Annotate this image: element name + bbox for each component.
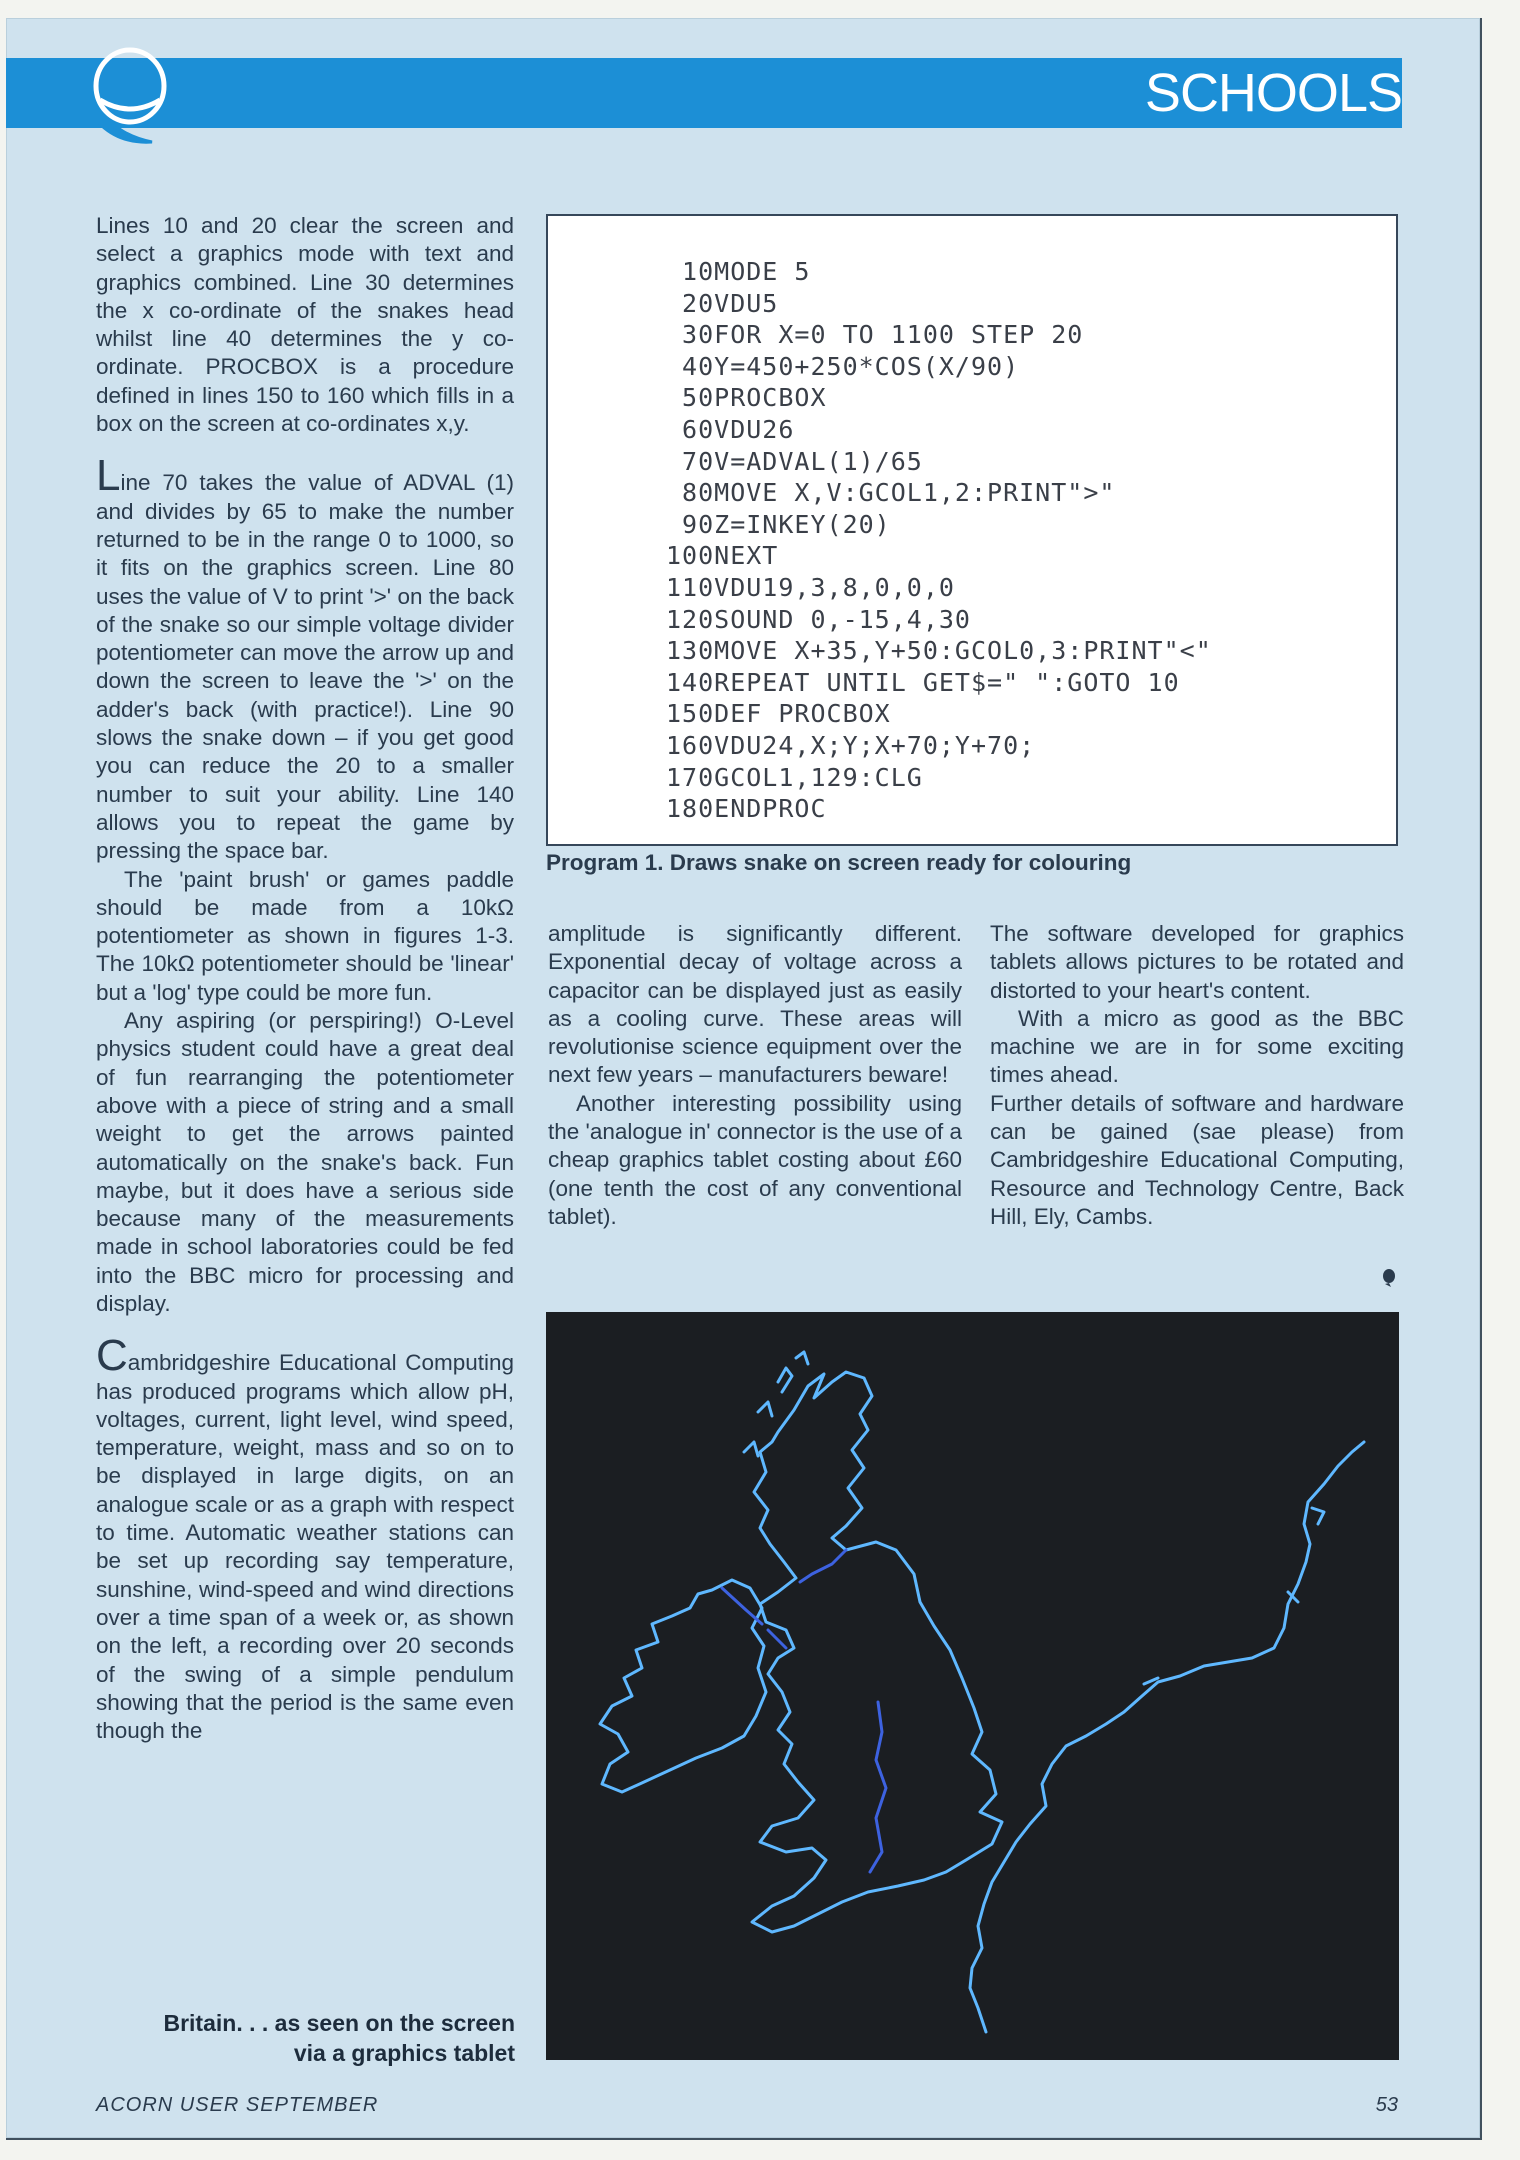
section-title: SCHOOLS [1144, 63, 1402, 123]
left-column [96, 212, 514, 1745]
left-paragraph-3: The 'paint brush' or games paddle should be made from a 10kΩ potentiometer as shown in figures 1-3. The 10kΩ potentiometer should be 'linear' but a 'log' type could be more fun. [96, 866, 514, 1005]
program-caption: Program 1. Draws snake on screen ready for colouring [546, 850, 1132, 875]
program-line: 60VDU26 [666, 414, 795, 444]
program-line: 110VDU19,3,8,0,0,0 [666, 572, 955, 602]
map-caption [90, 2008, 515, 2068]
program-line: 30FOR X=0 TO 1100 STEP 20 [666, 320, 1084, 350]
map-caption-line-1: Britain. . . as seen on the screen [163, 2010, 515, 2036]
right-paragraph-1: The software developed for graphics tablets allows pictures to be rotated and distorted to your heart's content. [990, 921, 1404, 1003]
dropcap-c: C [96, 1331, 128, 1381]
right-paragraph-3: Further details of software and hardware can be gained (sae please) from Cambridgeshire Educational Computing, Resource and Technology Centre, Back Hill, Ely, Cambs. [990, 1090, 1404, 1229]
program-line: 120SOUND 0,-15,4,30 [666, 604, 971, 634]
program-line: 140REPEAT UNTIL GET$=" ":GOTO 10 [666, 667, 1180, 697]
right-paragraph-2: With a micro as good as the BBC machine we are in for some exciting times ahead. [990, 1005, 1404, 1088]
program-line: 170GCOL1,129:CLG [666, 762, 923, 792]
program-listing-box [546, 214, 1398, 846]
left-paragraph-2 [96, 451, 514, 865]
left-paragraph-4: Any aspiring (or perspiring!) O-Level physics student could have a great deal of fun rearranging the potentiometer above with a piece of string and a small weight to get the arrows painted automatically on the snake's back. Fun maybe, but it does have a serious side because many of the measurements made in school laboratories could be fed into the BBC micro for processing and display. [96, 1008, 514, 1316]
program-line: 90Z=INKEY(20) [666, 509, 891, 539]
program-code [666, 256, 1212, 825]
britain-map-outline [546, 1312, 1399, 2060]
acorn-logo [92, 46, 172, 146]
acorn-end-mark-icon [1382, 1268, 1396, 1288]
left-paragraph-5 [96, 1331, 514, 1745]
program-line: 180ENDPROC [666, 794, 827, 824]
left-paragraph-1: Lines 10 and 20 clear the screen and select a graphics mode with text and graphics combined. Line 30 determines the x co-ordinate of the snakes head whilst line 40 determines the y co-ordinate. PROCBOX is a procedure defined in lines 150 to 160 which fills in a box on the screen at co-ordinates x,y. [96, 213, 514, 437]
right-column [990, 920, 1404, 1231]
continent-islands [1144, 1508, 1324, 1684]
program-line: 130MOVE X+35,Y+50:GCOL0,3:PRINT"<" [666, 636, 1212, 666]
program-line: 50PROCBOX [666, 383, 827, 413]
program-line: 80MOVE X,V:GCOL1,2:PRINT">" [666, 478, 1116, 508]
middle-paragraph-2: Another interesting possibility using the 'analogue in' connector is the use of a cheap graphics tablet costing about £60 (one tenth the cost of any conventional tablet). [548, 1090, 962, 1229]
program-line: 100NEXT [666, 541, 779, 571]
left-paragraph-2-text: ine 70 takes the value of ADVAL (1) and divides by 65 to make the number returned to be in the range 0 to 1000, so it fits on the graphics screen. Line 80 uses the value of V to print '>' on the back of the snake so our simple voltage divider potentiometer can move the arrow up and down the screen to leave the '>' on the adder's back (with practice!). Line 90 slows the snake down – if you get good you can reduce the 20 to a smaller number to suit your ability. Line 140 allows you to repeat the game by pressing the space bar. [96, 470, 514, 864]
program-line: 70V=ADVAL(1)/65 [666, 446, 923, 476]
middle-column [548, 920, 962, 1231]
ireland-coast [600, 1580, 766, 1792]
dropcap-l: L [96, 451, 121, 501]
internal-border-lines [722, 1550, 886, 1872]
map-caption-line-2: via a graphics tablet [293, 2040, 515, 2066]
footer-publication: ACORN USER SEPTEMBER [96, 2094, 379, 2116]
continent-coast [970, 1442, 1364, 2032]
program-line: 150DEF PROCBOX [666, 699, 891, 729]
program-line: 20VDU5 [666, 288, 779, 318]
program-line: 40Y=450+250*COS(X/90) [666, 351, 1020, 381]
program-line: 10MODE 5 [666, 257, 811, 286]
left-paragraph-5-text: ambridgeshire Educational Computing has produced programs which allow pH, voltages, current, light level, wind speed, temperature, weight, mass and so on to be displayed in large digits, on an analogue scale or as a graph with respect to time. Automatic weather stations can be set up recording say temperature, sunshine, wind-speed and wind directions over a time span of a week or, as shown on the left, a recording over 20 seconds of the swing of a simple pendulum showing that the period is the same even though the [96, 1350, 514, 1744]
britain-map-screen [546, 1312, 1399, 2060]
great-britain-coast [752, 1372, 1002, 1932]
middle-paragraph-1: amplitude is significantly different. Exponential decay of voltage across a capacitor can be displayed just as easily as a cooling curve. These areas will revolutionise science equipment over the next few years – manufacturers beware! [548, 921, 962, 1088]
program-line: 160VDU24,X;Y;X+70;Y+70; [666, 730, 1036, 760]
footer-page-number: 53 [1375, 2094, 1398, 2116]
